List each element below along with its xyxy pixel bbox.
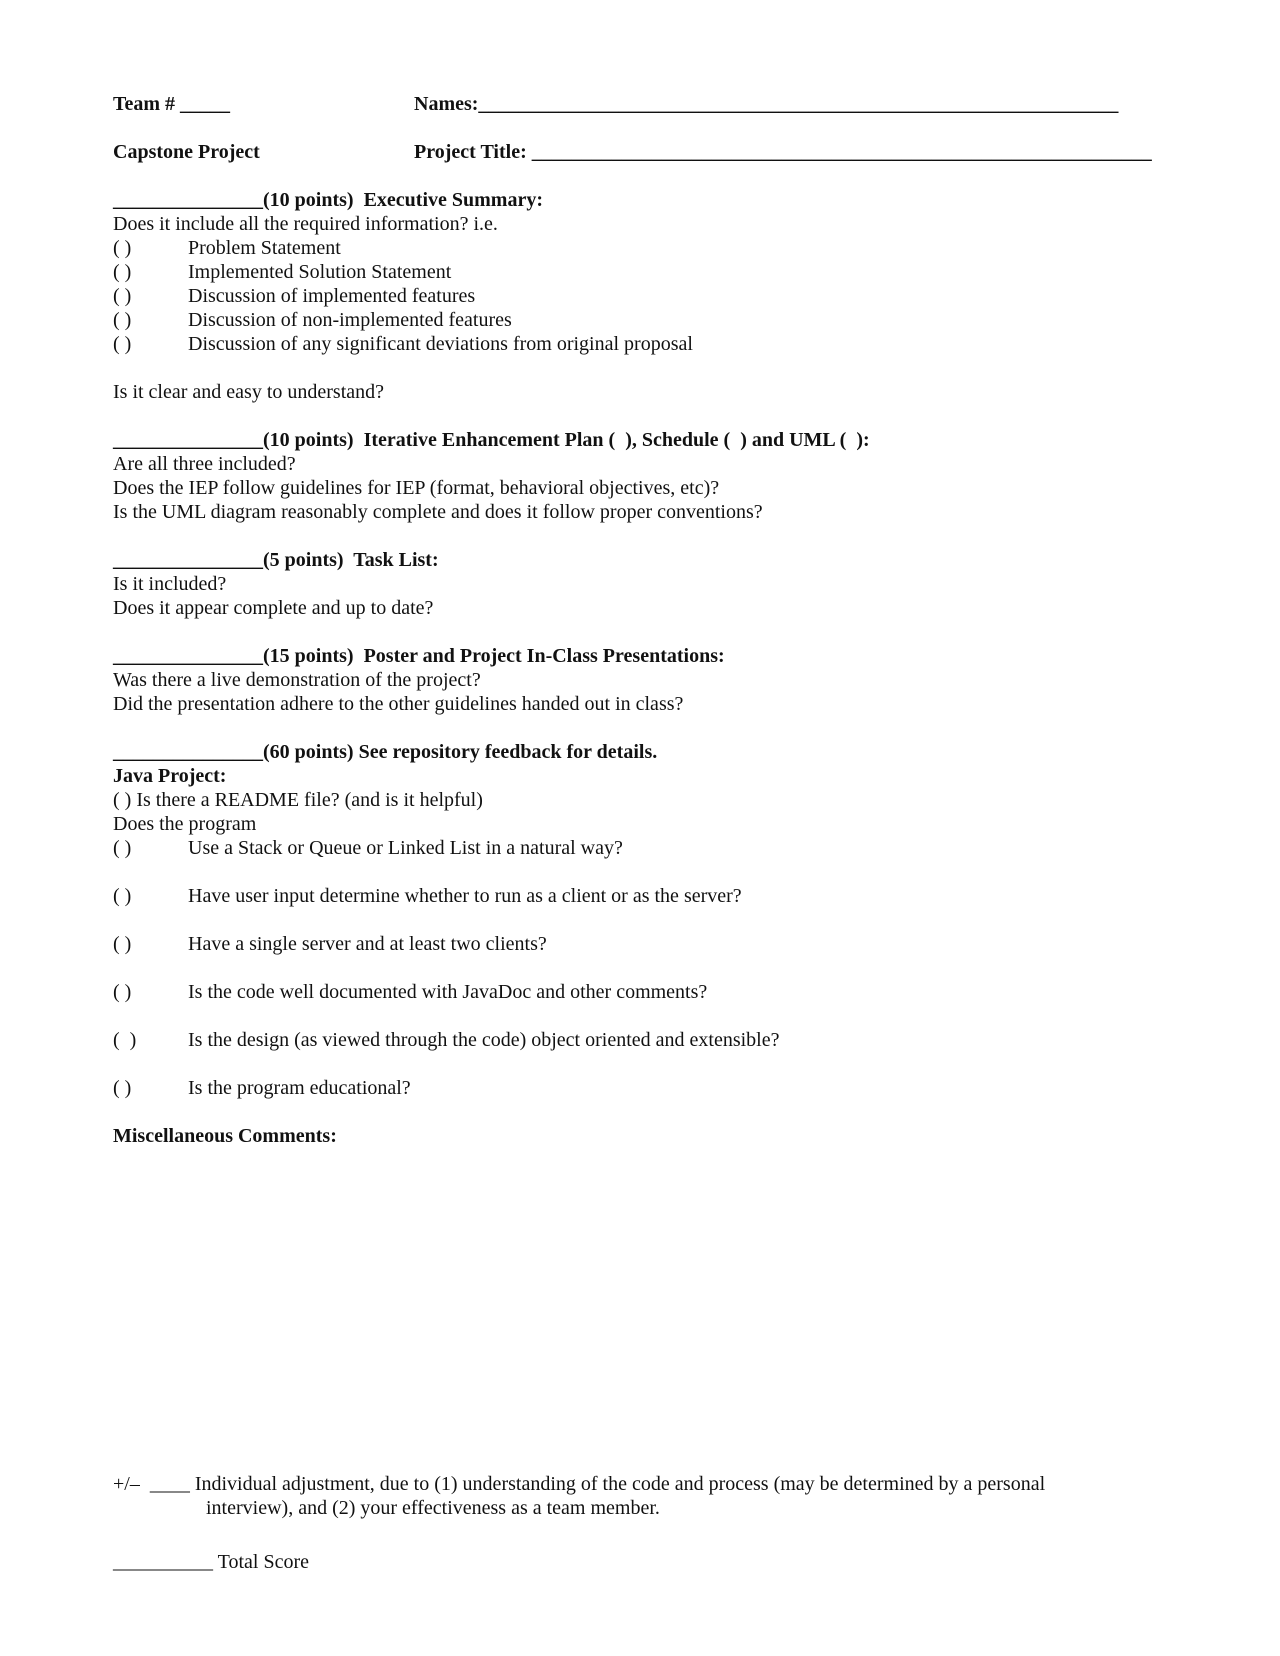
iep-heading: _______________(10 points) Iterative Enhancement Plan ( ), Schedule ( ) and UML ( ): <box>113 429 870 451</box>
checkbox: ( ) <box>113 933 132 955</box>
checkbox: ( ) <box>113 1029 137 1051</box>
poster-heading: _______________(15 points) Poster and Project In-Class Presentations: <box>113 645 725 667</box>
misc-comments-heading: Miscellaneous Comments: <box>113 1125 337 1147</box>
program-item: ( ) Is the program educational? <box>113 1077 411 1099</box>
checkbox: ( ) <box>113 309 132 331</box>
exec-summary-intro: Does it include all the required information? i.e. <box>113 213 498 235</box>
iep-line: Does the IEP follow guidelines for IEP (format, behavioral objectives, etc)? <box>113 477 720 499</box>
checkbox: ( ) <box>113 333 132 355</box>
exec-item: ( ) Problem Statement <box>113 237 341 259</box>
java-project-heading: Java Project: <box>113 765 227 787</box>
repo-heading: _______________(60 points) See repository feedback for details. <box>113 741 658 763</box>
exec-item: ( ) Discussion of non-implemented features <box>113 309 512 331</box>
readme-item: ( ) Is there a README file? (and is it helpful) <box>113 789 483 811</box>
poster-line: Did the presentation adhere to the other guidelines handed out in class? <box>113 693 684 715</box>
exec-item: ( ) Discussion of implemented features <box>113 285 476 307</box>
iep-line: Is the UML diagram reasonably complete and does it follow proper conventions? <box>113 501 763 523</box>
checkbox: ( ) <box>113 261 132 283</box>
names-field: Names:________________________________________________________________ <box>414 93 1119 115</box>
exec-item: ( ) Implemented Solution Statement <box>113 261 452 283</box>
project-title-field: Project Title: ______________________________________________________________ <box>414 141 1152 163</box>
checkbox: ( ) <box>113 837 132 859</box>
program-item: ( ) Have a single server and at least two clients? <box>113 933 547 955</box>
checkbox: ( ) <box>113 885 132 907</box>
program-item: ( ) Is the code well documented with JavaDoc and other comments? <box>113 981 708 1003</box>
checkbox: ( ) <box>113 981 132 1003</box>
checkbox: ( ) <box>113 237 132 259</box>
exec-question: Is it clear and easy to understand? <box>113 381 385 403</box>
program-item: ( ) Use a Stack or Queue or Linked List in a natural way? <box>113 837 623 859</box>
individual-adjustment: +/– ____ Individual adjustment, due to (1) understanding of the code and process (may be determined by a personal <box>113 1473 1046 1495</box>
program-item: ( ) Is the design (as viewed through the code) object oriented and extensible? <box>113 1029 780 1051</box>
total-score: __________ Total Score <box>113 1551 309 1573</box>
task-list-heading: _______________(5 points) Task List: <box>113 549 439 571</box>
course-label: Capstone Project <box>113 141 260 163</box>
program-intro: Does the program <box>113 813 257 835</box>
program-item: ( ) Have user input determine whether to run as a client or as the server? <box>113 885 742 907</box>
exec-item: ( ) Discussion of any significant deviations from original proposal <box>113 333 693 355</box>
poster-line: Was there a live demonstration of the project? <box>113 669 481 691</box>
individual-adjustment-cont: interview), and (2) your effectiveness as a team member. <box>206 1497 660 1519</box>
checkbox: ( ) <box>113 1077 132 1099</box>
team-number-field: Team # _____ <box>113 93 231 115</box>
exec-summary-heading: _______________(10 points) Executive Summary: <box>113 189 543 211</box>
checkbox: ( ) <box>113 285 132 307</box>
iep-line: Are all three included? <box>113 453 296 475</box>
task-line: Does it appear complete and up to date? <box>113 597 434 619</box>
task-line: Is it included? <box>113 573 227 595</box>
